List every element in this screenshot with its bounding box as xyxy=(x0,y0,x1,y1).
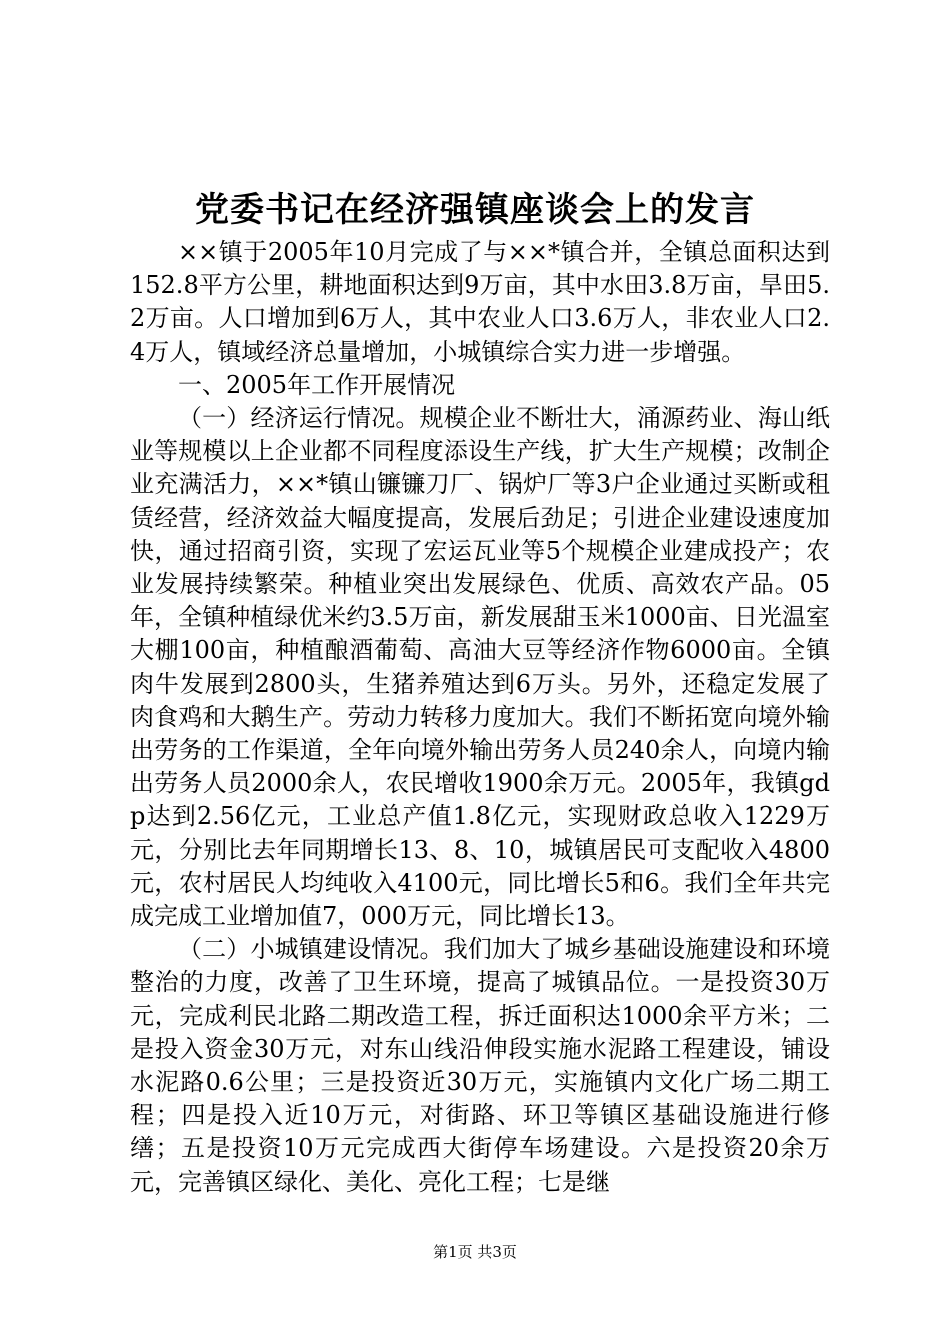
document-title: 党委书记在经济强镇座谈会上的发言 xyxy=(195,190,755,230)
paragraph-economy: （一）经济运行情况。规模企业不断壮大，涌源药业、海山纸业等规模以上企业都不同程度添设生产线，扩大生产规模；改制企业充满活力，××*镇山镰镰刀厂、锅炉厂等3户企业通过买断或租赁经营，经济效益大幅度提高，发展后劲足；引进企业建设速度加快，通过招商引资，实现了宏运瓦业等5个规模企业建成投产；农业发展持续繁荣。种植业突出发展绿色、优质、高效农产品。05年，全镇种植绿优米约3.5万亩，新发展甜玉米1000亩、日光温室大棚100亩，种植酿酒葡萄、高油大豆等经济作物6000亩。全镇肉牛发展到2800头，生猪养殖达到6万头。另外，还稳定发展了肉食鸡和大鹅生产。劳动力转移力度加大。我们不断拓宽向境外输出劳务的工作渠道，全年向境外输出劳务人员240余人，向境内输出劳务人员2000余人，农民增收1900余万元。2005年，我镇gdp达到2.56亿元，工业总产值1.8亿元，实现财政总收入1229万元，分别比去年同期增长13、8、10，城镇居民可支配收入4800元，农村居民人均纯收入4100元，同比增长5和6。我们全年共完成完成工业增加值7，000万元，同比增长13。 xyxy=(130,404,830,931)
section-heading: 一、2005年工作开展情况 xyxy=(178,370,456,399)
paragraph-intro: ××镇于2005年10月完成了与××*镇合并，全镇总面积达到152.8平方公里，耕地面积达到9万亩，其中水田3.8万亩，旱田5.2万亩。人口增加到6万人，其中农业人口3.6万人，非农业人口2.4万人，镇域经济总量增加，小城镇综合实力进一步增强。 xyxy=(130,238,830,366)
document-body xyxy=(130,236,830,1199)
paragraph-town-construction: （二）小城镇建设情况。我们加大了城乡基础设施建设和环境整治的力度，改善了卫生环境，提高了城镇品位。一是投资30万元，完成利民北路二期改造工程，拆迁面积达1000余平方米；二是投入资金30万元，对东山线沿伸段实施水泥路工程建设，铺设水泥路0.6公里；三是投资近30万元，实施镇内文化广场二期工程；四是投入近10万元，对街路、环卫等镇区基础设施进行修缮；五是投资10万元完成西大街停车场建设。六是投资20余万元，完善镇区绿化、美化、亮化工程；七是继 xyxy=(130,935,830,1196)
page-footer: 第1页 共3页 xyxy=(433,1243,517,1261)
